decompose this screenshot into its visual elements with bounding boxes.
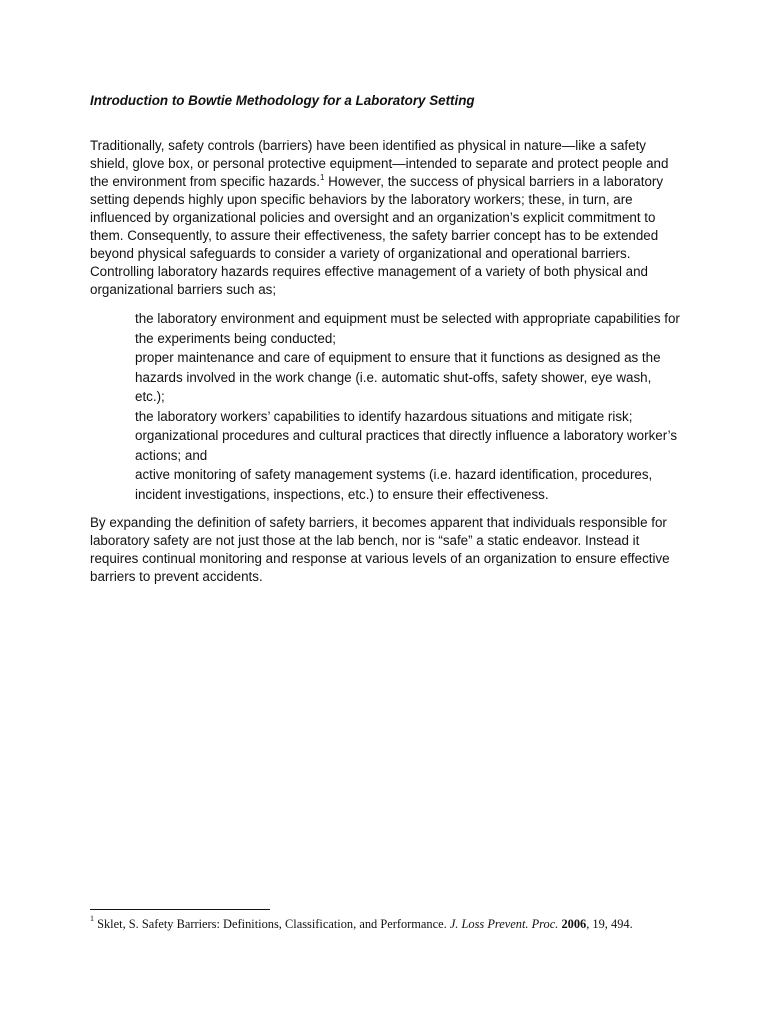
footnote-details: , 19, 494. xyxy=(586,917,633,931)
document-body xyxy=(90,92,682,586)
intro-text-before-ref: Traditionally, safety controls (barriers) have been identified as physical in nature—like a safety shield, glove box, or personal protective equipment—intended to separate and protect people and the environment from specific hazards. xyxy=(90,138,669,189)
intro-paragraph xyxy=(90,137,682,299)
list-item: the laboratory workers’ capabilities to identify hazardous situations and mitigate risk; xyxy=(135,408,633,424)
list-item: proper maintenance and care of equipment to ensure that it functions as designed as the hazards involved in the work change (i.e. automatic shut-offs, safety shower, eye wash, etc.); xyxy=(135,350,661,404)
list-item: active monitoring of safety management systems (i.e. hazard identification, procedures, incident investigations, inspections, etc.) to ensure their effectiveness. xyxy=(135,467,653,502)
intro-text-after-ref: However, the success of physical barriers in a laboratory setting depends highly upon specific behaviors by the laboratory workers; these, in turn, are influenced by organizational policies and oversight and an organization’s explicit commitment to them. Consequently, to assure their effectiveness, the safety barrier concept has to be extended beyond physical safeguards to consider a variety of organizational and operational barriers. Controlling laboratory hazards requires effective management of a variety of both physical and organizational barriers such as; xyxy=(90,174,664,297)
list-item: organizational procedures and cultural practices that directly influence a laboratory worker’s actions; and xyxy=(135,428,678,463)
footnote-reference-mark: 1 xyxy=(319,172,325,182)
barrier-list xyxy=(90,309,682,504)
document-title: Introduction to Bowtie Methodology for a Laboratory Setting xyxy=(90,93,475,108)
footnote-text: Sklet, S. Safety Barriers: Definitions, Classification, and Performance. xyxy=(94,917,450,931)
footnote-mark: 1 xyxy=(90,913,94,923)
footnote xyxy=(90,913,690,932)
list-item: the laboratory environment and equipment must be selected with appropriate capabilities for the experiments being conducted; xyxy=(135,311,680,346)
footnote-year: 2006 xyxy=(561,917,587,931)
footnote-journal: J. Loss Prevent. Proc. xyxy=(449,917,559,931)
conclusion-paragraph: By expanding the definition of safety barriers, it becomes apparent that individuals responsible for laboratory safety are not just those at the lab bench, nor is “safe” a static endeavor. Instead it requires continual monitoring and response at various levels of an organization to ensure effective barriers to prevent accidents. xyxy=(90,515,670,584)
footnote-divider xyxy=(90,909,270,910)
